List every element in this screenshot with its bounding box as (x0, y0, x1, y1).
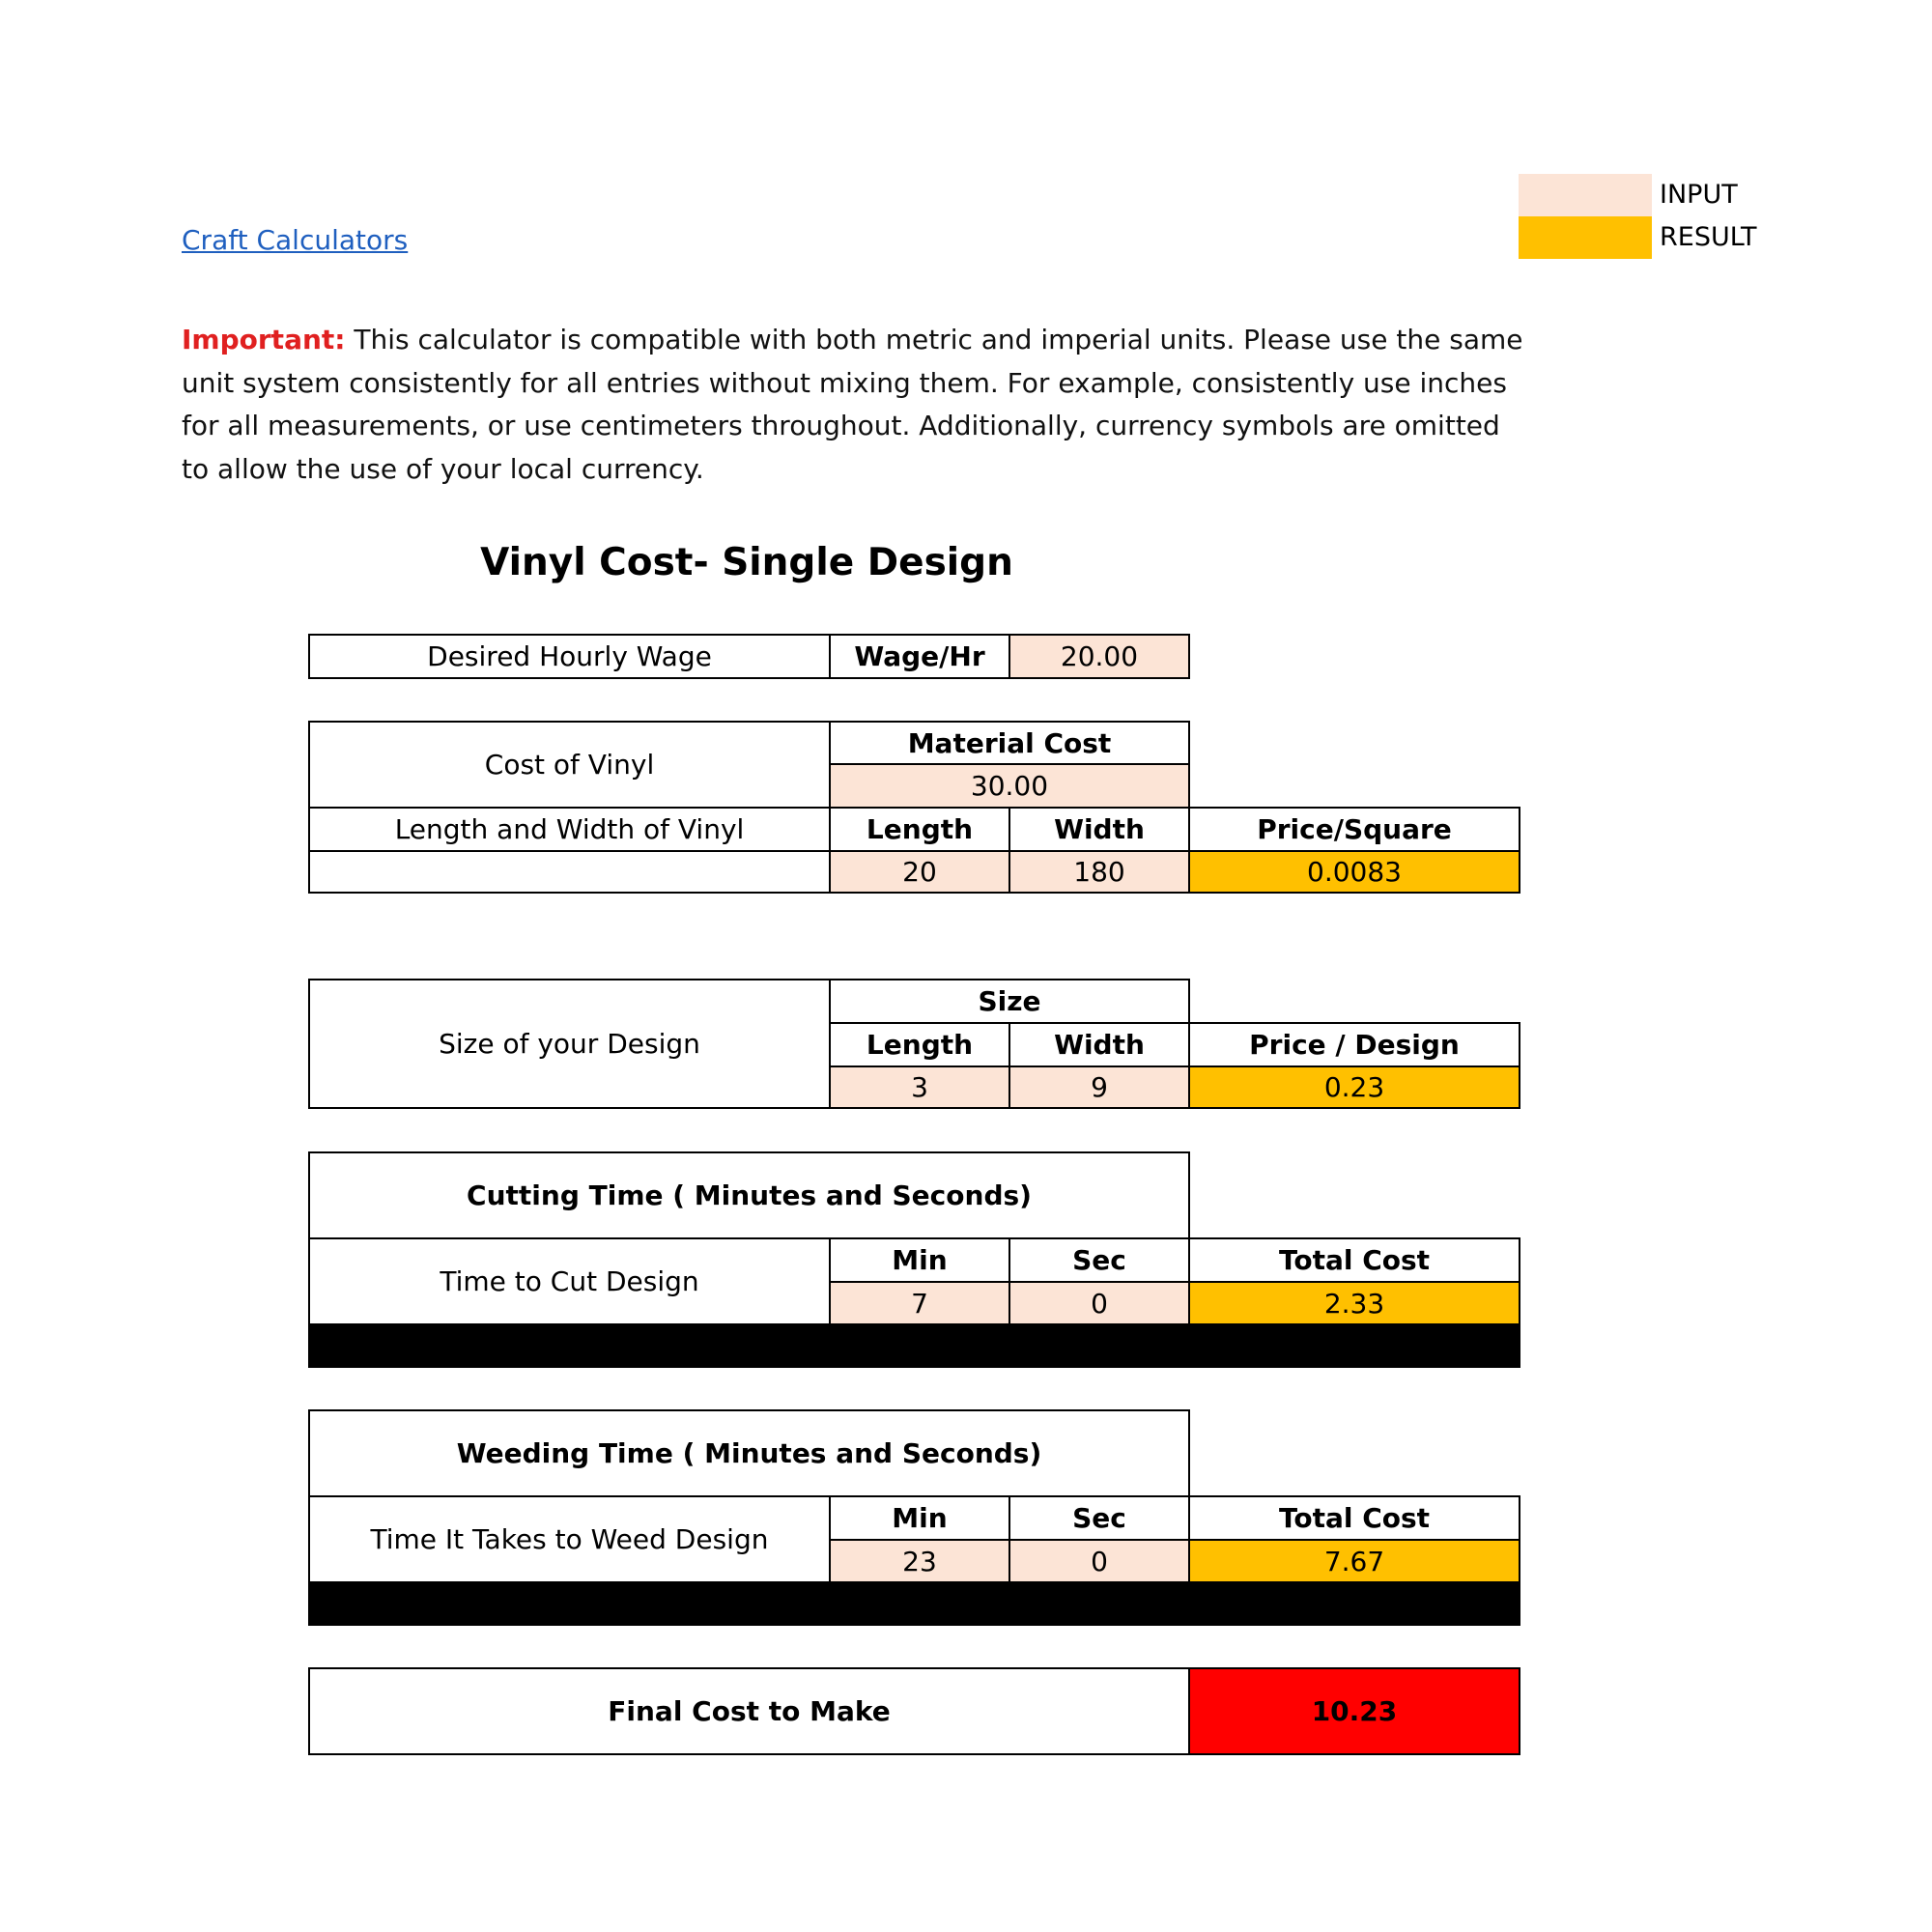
design-size-header: Size (829, 979, 1190, 1024)
cutting-divider-bar (308, 1323, 1520, 1368)
weeding-divider-bar (308, 1581, 1520, 1626)
cut-total-cost-header: Total Cost (1188, 1237, 1520, 1283)
cut-min-input[interactable]: 7 (829, 1281, 1010, 1325)
price-per-square-result: 0.0083 (1188, 850, 1520, 894)
price-per-design-result: 0.23 (1188, 1065, 1520, 1109)
result-legend-label: RESULT (1660, 222, 1757, 252)
cut-min-header: Min (829, 1237, 1010, 1283)
weeding-time-title: Weeding Time ( Minutes and Seconds) (308, 1409, 1190, 1497)
design-width-header: Width (1009, 1022, 1190, 1067)
weed-total-cost-result: 7.67 (1188, 1539, 1520, 1583)
cut-sec-input[interactable]: 0 (1009, 1281, 1190, 1325)
weed-min-input[interactable]: 23 (829, 1539, 1010, 1583)
cut-sec-header: Sec (1009, 1237, 1190, 1283)
important-label: Important: (182, 324, 346, 355)
input-legend-label: INPUT (1660, 180, 1738, 210)
vinyl-length-input[interactable]: 20 (829, 850, 1010, 894)
material-cost-input[interactable]: 30.00 (829, 763, 1190, 809)
cutting-time-title: Cutting Time ( Minutes and Seconds) (308, 1151, 1190, 1239)
final-cost-label: Final Cost to Make (308, 1667, 1190, 1755)
important-note (182, 319, 1534, 491)
weed-min-header: Min (829, 1495, 1010, 1541)
wage-input[interactable]: 20.00 (1009, 634, 1190, 679)
weed-total-cost-header: Total Cost (1188, 1495, 1520, 1541)
page-title: Vinyl Cost- Single Design (480, 541, 1013, 584)
cut-total-cost-result: 2.33 (1188, 1281, 1520, 1325)
input-legend-swatch (1519, 174, 1652, 216)
vinyl-width-input[interactable]: 180 (1009, 850, 1190, 894)
design-length-input[interactable]: 3 (829, 1065, 1010, 1109)
result-legend-swatch (1519, 216, 1652, 259)
weed-sec-header: Sec (1009, 1495, 1190, 1541)
weed-sec-input[interactable]: 0 (1009, 1539, 1190, 1583)
design-length-header: Length (829, 1022, 1010, 1067)
cut-design-label: Time to Cut Design (308, 1237, 831, 1325)
material-cost-header: Material Cost (829, 721, 1190, 765)
vinyl-width-header: Width (1009, 807, 1190, 852)
final-cost-result: 10.23 (1188, 1667, 1520, 1755)
weed-design-label: Time It Takes to Weed Design (308, 1495, 831, 1583)
vinyl-length-header: Length (829, 807, 1010, 852)
craft-calculators-link[interactable]: Craft Calculators (182, 224, 409, 256)
important-text: This calculator is compatible with both metric and imperial units. Please use the same unit system consistently for all entries without mixing them. For example, consistently use inches for all measurements, or use centimeters throughout. Additionally, currency symbols are omitted to allow the use of your local currency. (182, 324, 1523, 485)
wage-label: Desired Hourly Wage (308, 634, 831, 679)
vinyl-dimensions-label: Length and Width of Vinyl (308, 807, 831, 852)
price-per-design-header: Price / Design (1188, 1022, 1520, 1067)
wage-header: Wage/Hr (829, 634, 1010, 679)
cost-of-vinyl-label: Cost of Vinyl (308, 721, 831, 809)
vinyl-dimensions-blank (308, 850, 831, 894)
design-width-input[interactable]: 9 (1009, 1065, 1190, 1109)
design-size-label: Size of your Design (308, 979, 831, 1109)
price-per-square-header: Price/Square (1188, 807, 1520, 852)
